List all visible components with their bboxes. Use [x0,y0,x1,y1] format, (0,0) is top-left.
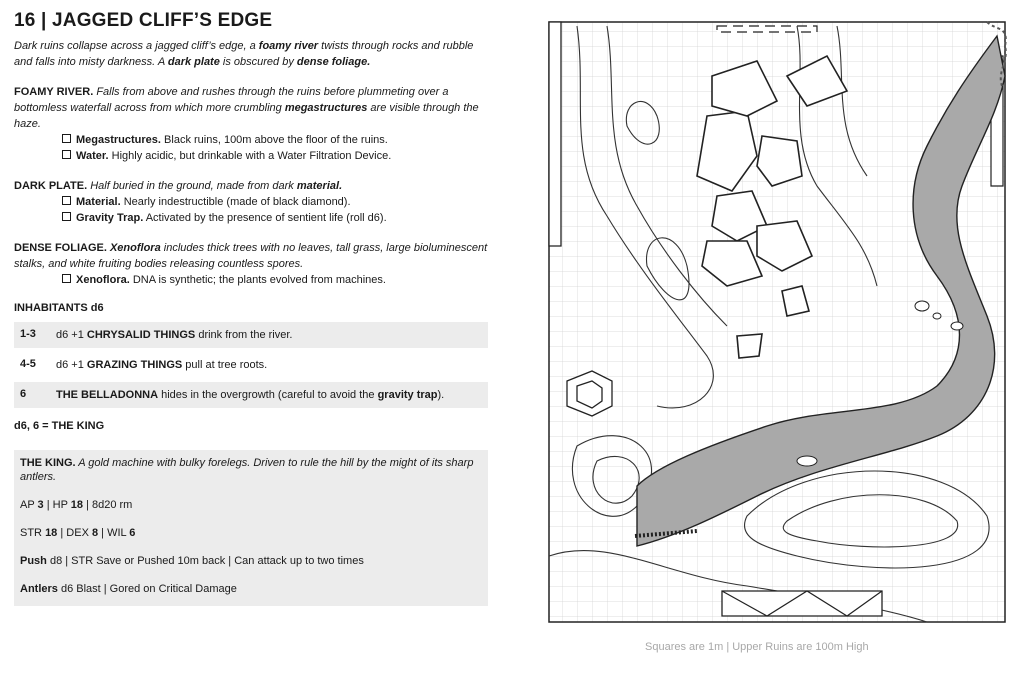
section-foamy-river [14,84,494,164]
result-text: hides in the overgrowth (careful to avoid the [158,389,378,401]
map-caption: Squares are 1m | Upper Ruins are 100m High [645,641,869,653]
item-label: Material. [76,196,121,208]
checklist-item [62,132,494,148]
result-text: d6 +1 [56,359,87,371]
ruin-wall-left [549,22,561,246]
intro-text: is obscured by [219,56,297,68]
attack-text: d8 | STR Save or Pushed 10m back | Can attack up to two times [46,555,364,567]
intro-keyword: dark plate [167,56,220,68]
section-text [14,178,494,194]
section-keyword: Xenoflora [109,242,161,254]
stat-value: 18 [70,499,84,511]
table-row [14,382,488,408]
section-title: FOAMY RIVER. [14,86,94,98]
checklist-item [62,210,494,226]
checkbox-icon [62,150,71,159]
checkbox-icon [62,196,71,205]
checkbox-icon [62,274,71,283]
section-title: DENSE FOLIAGE. [14,242,107,254]
item-text: Black ruins, 100m above the floor of the ruins. [160,134,388,146]
inhabitants-table [14,322,488,408]
item-label: Megastructures. [76,134,161,146]
creature-name: CHRYSALID THINGS [86,329,196,341]
result-text: d6 +1 [56,329,87,341]
checklist-item [62,272,494,288]
section-dense-foliage [14,240,494,288]
item-label: Gravity Trap. [76,212,144,224]
stat-label: | WIL [98,527,130,539]
intro-text: twists through rocks and rubble and falls into misty darkness. A [14,40,474,68]
stat-label: AP [20,499,38,511]
stat-block [14,450,488,606]
section-body: Falls from above and rushes through the ruins before plummeting over a bottomless waterfall across from which more crumbling [14,86,449,114]
ruin-wall-top [717,26,817,32]
section-body: Half buried in the ground, made from dark [87,180,297,192]
result-cell [56,328,482,342]
text-column [14,10,494,606]
stat-label: | HP [43,499,71,511]
stat-value: 18 [45,527,58,539]
checklist-item [62,194,494,210]
stat-label: | 8d20 rm [83,499,133,511]
stat-label: STR [20,527,46,539]
table-row [14,322,488,348]
stat-line-attributes [20,526,482,540]
intro-text: Dark ruins collapse across a jagged cliff’s edge, a [14,40,259,52]
result-text: ). [437,389,445,401]
creature-name: THE BELLADONNA [56,389,159,401]
checkbox-icon [62,212,71,221]
king-name: THE KING. [20,457,76,469]
king-roll-line: d6, 6 = THE KING [14,420,105,432]
king-description [20,456,482,484]
stat-line-antlers [20,582,482,596]
stat-line-push [20,554,482,568]
item-text: Activated by the presence of sentient life (roll d6). [143,212,387,224]
roll-cell: 4-5 [20,358,36,370]
section-body: includes thick trees with no leaves, tall grass, large bioluminescent stalks, and white fruiting bodies releasing countless spores. [14,242,488,270]
item-text: DNA is synthetic; the plants evolved from machines. [129,274,386,286]
creature-name: GRAZING THINGS [86,359,183,371]
stat-value: 8 [91,527,99,539]
roll-cell: 6 [20,388,27,400]
stat-line-ap-hp [20,498,482,512]
item-label: Water. [76,150,109,162]
section-title: DARK PLATE. [14,180,88,192]
attack-name: Antlers [20,583,58,595]
inhabitants-title: INHABITANTS d6 [14,302,104,314]
section-text [14,84,494,132]
page-title: 16 | JAGGED CLIFF’S EDGE [14,10,273,31]
battle-map [547,16,1011,624]
intro-paragraph [14,38,494,70]
result-cell [56,358,482,372]
section-body: are visible through the haze. [14,102,479,130]
checklist-item [62,148,494,164]
dark-plate [567,371,612,416]
king-desc-text: A gold machine with bulky forelegs. Driven to rule the hill by the might of its sharp antlers. [20,457,474,483]
intro-keyword: foamy river [258,40,319,52]
checkbox-icon [62,134,71,143]
attack-name: Push [20,555,47,567]
item-label: Xenoflora. [76,274,130,286]
section-keyword: material. [296,180,343,192]
attack-text: d6 Blast | Gored on Critical Damage [57,583,237,595]
section-text [14,240,494,272]
roll-cell: 1-3 [20,328,36,340]
trap-keyword: gravity trap [377,389,438,401]
table-row [14,352,488,378]
item-text: Nearly indestructible (made of black diamond). [120,196,351,208]
map-grid [549,22,1005,622]
result-text: pull at tree roots. [182,359,268,371]
stat-value: 6 [129,527,136,539]
result-text: drink from the river. [195,329,293,341]
section-dark-plate [14,178,494,226]
section-keyword: megastructures [284,102,368,114]
item-text: Highly acidic, but drinkable with a Water Filtration Device. [108,150,392,162]
intro-keyword: dense foliage. [296,56,371,68]
stat-value: 3 [37,499,44,511]
result-cell [56,388,482,402]
stat-label: | DEX [57,527,92,539]
